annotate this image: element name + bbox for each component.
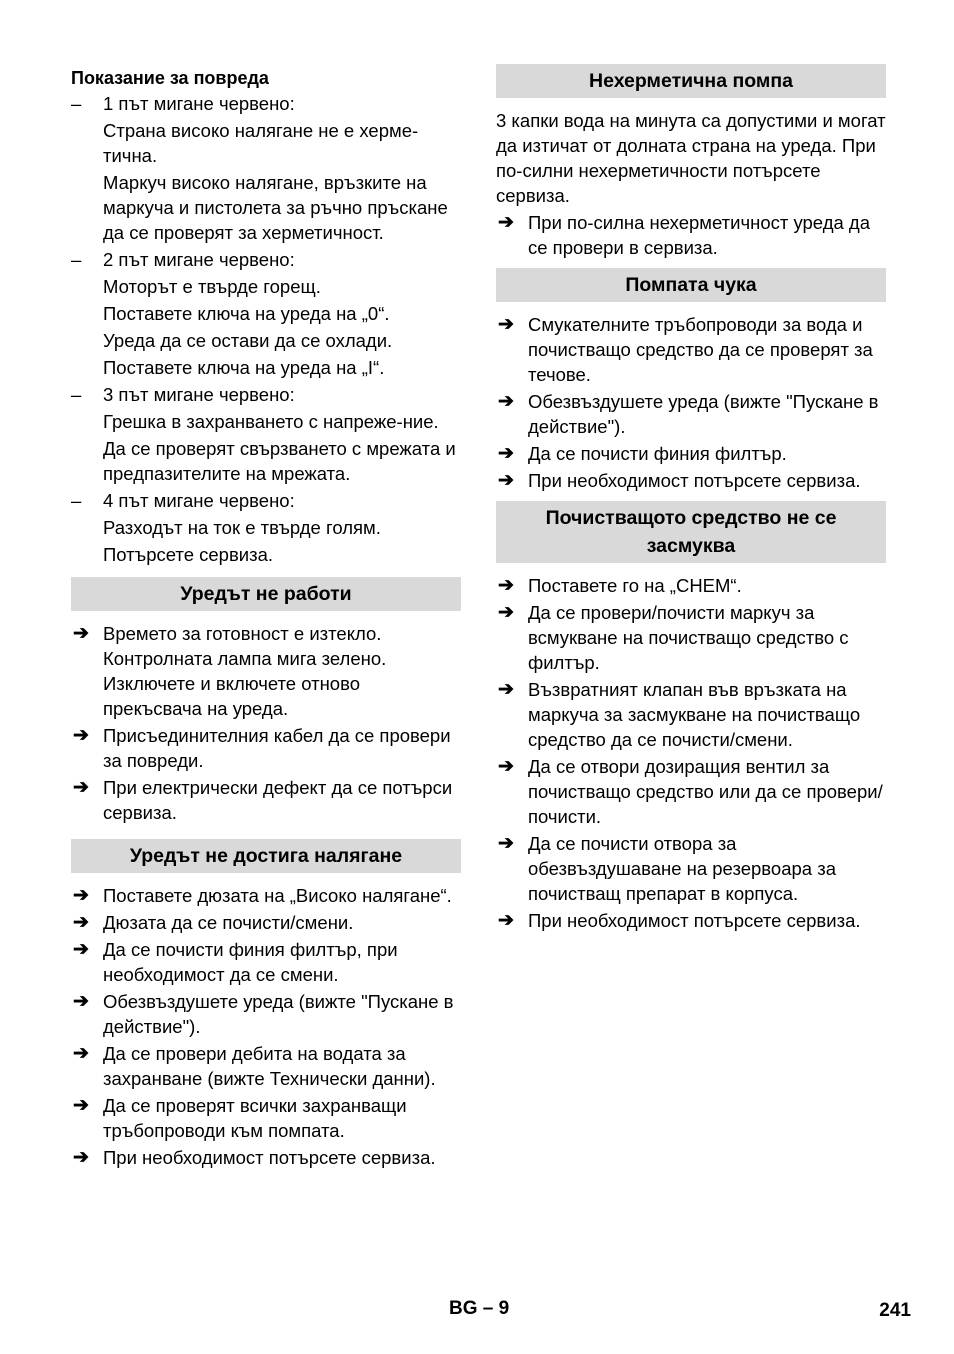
- arrow-list-item: [496, 312, 886, 387]
- dash-list-item: [71, 382, 461, 486]
- left-column: [71, 64, 461, 1172]
- arrow-list-item: [71, 775, 461, 825]
- dash-item-line: Грешка в захранването с напреже-ние.: [103, 411, 439, 432]
- arrow-list-item: [71, 1093, 461, 1143]
- arrow-list-item: [496, 908, 886, 933]
- dash-item-line: Поставете ключа на уреда на „I“.: [103, 357, 385, 378]
- section-not-working: [71, 577, 461, 825]
- dash-item-line: Да се проверят свързването с мрежата и предпазителите на мрежата.: [103, 438, 456, 484]
- arrow-list-item: [71, 910, 461, 935]
- arrow-item-text: Поставете дюзата на „Високо налягане“.: [103, 885, 452, 906]
- arrow-right-icon: ➔: [498, 443, 514, 464]
- arrow-item-text: Да се почисти отвора за обезвъздушаване на резервоара за почистващ препарат в корпуса.: [528, 833, 836, 904]
- arrow-item-text: Възвратният клапан във връзката на маркуча за засмукване на почистващо средство да се почисти/смени.: [528, 679, 861, 750]
- arrow-list-item: [71, 1145, 461, 1170]
- dash-item-lead: 4 път мигане червено:: [103, 490, 295, 511]
- arrow-list: [496, 573, 886, 933]
- section-heading: Уредът не работи: [71, 577, 461, 611]
- arrow-item-text: Времето за готовност е изтекло. Контролната лампа мига зелено. Изключете и включете отново прекъсвача на уреда.: [103, 623, 387, 719]
- arrow-item-text: Да се отвори дозиращия вентил за почистващо средство или да се провери/почисти.: [528, 756, 883, 827]
- dash-item-lead: 2 път мигане червено:: [103, 249, 295, 270]
- dash-item-line: Маркуч високо налягане, връзките на маркуча и пистолета за ръчно пръскане да се проверят за херметичност.: [103, 172, 448, 243]
- arrow-right-icon: ➔: [73, 912, 89, 933]
- dash-item-lead: 1 път мигане червено:: [103, 93, 295, 114]
- section-no-pressure: [71, 839, 461, 1170]
- arrow-list-item: [71, 883, 461, 908]
- dash-bullet: –: [71, 490, 82, 511]
- section-pump-knocks: [496, 268, 886, 493]
- section-no-detergent: [496, 501, 886, 933]
- arrow-item-text: Да се почисти финия филтър.: [528, 443, 787, 464]
- arrow-list-item: [71, 989, 461, 1039]
- arrow-right-icon: ➔: [73, 777, 89, 798]
- arrow-list-item: [71, 723, 461, 773]
- arrow-right-icon: ➔: [73, 623, 89, 644]
- arrow-list-item: [496, 210, 886, 260]
- arrow-right-icon: ➔: [498, 910, 514, 931]
- arrow-right-icon: ➔: [73, 991, 89, 1012]
- arrow-list: [496, 210, 886, 260]
- dash-item-line: Уреда да се остави да се охлади.: [103, 330, 393, 351]
- dash-item-line: Страна високо налягане не е херме-тична.: [103, 120, 419, 166]
- right-column: [496, 64, 886, 935]
- dash-bullet: –: [71, 93, 82, 114]
- arrow-right-icon: ➔: [73, 1043, 89, 1064]
- arrow-item-text: Поставете го на „CHEM“.: [528, 575, 742, 596]
- arrow-right-icon: ➔: [73, 1147, 89, 1168]
- damage-indication-list: [71, 91, 461, 567]
- arrow-list-item: [71, 1041, 461, 1091]
- arrow-right-icon: ➔: [73, 885, 89, 906]
- dash-list-item: [71, 91, 461, 245]
- arrow-item-text: При необходимост потърсете сервиза.: [528, 470, 861, 491]
- dash-item-lead: 3 път мигане червено:: [103, 384, 295, 405]
- page-number: 241: [879, 1300, 911, 1321]
- arrow-item-text: Да се почисти финия филтър, при необходимост да се смени.: [103, 939, 398, 985]
- arrow-item-text: Смукателните тръбопроводи за вода и почистващо средство да се проверят за течове.: [528, 314, 873, 385]
- arrow-item-text: Обезвъздушете уреда (вижте "Пускане в действие").: [103, 991, 454, 1037]
- damage-indication-heading: Показание за повреда: [71, 68, 269, 88]
- arrow-item-text: При необходимост потърсете сервиза.: [103, 1147, 436, 1168]
- arrow-item-text: Да се проверят всички захранващи тръбопроводи към помпата.: [103, 1095, 407, 1141]
- dash-bullet: –: [71, 384, 82, 405]
- section-heading: Почистващото средство не се засмуква: [496, 501, 886, 563]
- dash-item-line: Моторът е твърде горещ.: [103, 276, 321, 297]
- arrow-right-icon: ➔: [498, 833, 514, 854]
- arrow-item-text: Да се провери/почисти маркуч за всмукване на почистващо средство с филтър.: [528, 602, 849, 673]
- arrow-list-item: [71, 937, 461, 987]
- section-heading: Нехерметична помпа: [496, 64, 886, 98]
- arrow-right-icon: ➔: [498, 391, 514, 412]
- dash-list-item: [71, 247, 461, 380]
- arrow-right-icon: ➔: [498, 470, 514, 491]
- arrow-right-icon: ➔: [498, 756, 514, 777]
- section-heading: Помпата чука: [496, 268, 886, 302]
- arrow-item-text: Присъединителния кабел да се провери за повреди.: [103, 725, 451, 771]
- dash-item-line: Потърсете сервиза.: [103, 544, 274, 565]
- arrow-list-item: [71, 621, 461, 721]
- arrow-right-icon: ➔: [498, 679, 514, 700]
- arrow-list-item: [496, 600, 886, 675]
- arrow-list-item: [496, 754, 886, 829]
- arrow-right-icon: ➔: [498, 575, 514, 596]
- arrow-list-item: [496, 441, 886, 466]
- dash-item-line: Разходът на ток е твърде голям.: [103, 517, 381, 538]
- arrow-item-text: Дюзата да се почисти/смени.: [103, 912, 354, 933]
- arrow-list-item: [496, 468, 886, 493]
- arrow-item-text: При необходимост потърсете сервиза.: [528, 910, 861, 931]
- arrow-list-item: [496, 389, 886, 439]
- arrow-item-text: Да се провери дебита на водата за захранване (вижте Технически данни).: [103, 1043, 436, 1089]
- dash-bullet: –: [71, 249, 82, 270]
- arrow-right-icon: ➔: [498, 602, 514, 623]
- footer-section-number: BG – 9: [449, 1298, 510, 1319]
- leaky-pump-text: 3 капки вода на минута са допустими и могат да изтичат от долната страна на уреда. При по-силни нехерметичности потърсете сервиза.: [496, 110, 886, 206]
- arrow-list: [71, 621, 461, 825]
- arrow-list-item: [496, 677, 886, 752]
- dash-list-item: [71, 488, 461, 567]
- arrow-list: [71, 883, 461, 1170]
- dash-item-line: Поставете ключа на уреда на „0“.: [103, 303, 390, 324]
- arrow-right-icon: ➔: [73, 939, 89, 960]
- arrow-item-text: При електрически дефект да се потърси сервиза.: [103, 777, 453, 823]
- arrow-list: [496, 312, 886, 493]
- arrow-item-text: Обезвъздушете уреда (вижте "Пускане в действие").: [528, 391, 879, 437]
- arrow-list-item: [496, 831, 886, 906]
- arrow-right-icon: ➔: [73, 725, 89, 746]
- arrow-right-icon: ➔: [73, 1095, 89, 1116]
- section-leaky-pump: [496, 64, 886, 260]
- arrow-right-icon: ➔: [498, 212, 514, 233]
- section-heading: Уредът не достига налягане: [71, 839, 461, 873]
- arrow-item-text: При по-силна нехерметичност уреда да се провери в сервиза.: [528, 212, 870, 258]
- arrow-list-item: [496, 573, 886, 598]
- arrow-right-icon: ➔: [498, 314, 514, 335]
